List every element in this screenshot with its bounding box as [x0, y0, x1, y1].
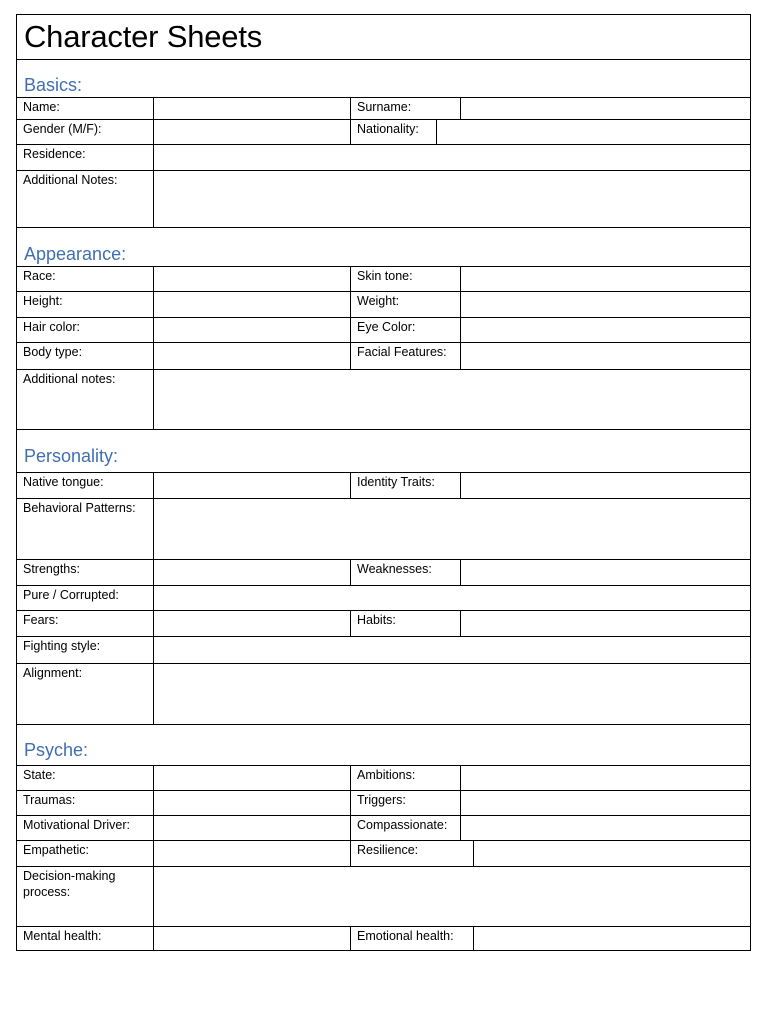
- race-field[interactable]: [154, 267, 349, 290]
- decision-making-process-field[interactable]: [154, 867, 751, 925]
- resilience-field[interactable]: [474, 841, 751, 865]
- basics-additional-notes-field[interactable]: [154, 171, 751, 226]
- motivational-driver-field[interactable]: [154, 816, 349, 839]
- alignment-label: Alignment:: [23, 666, 83, 680]
- section-heading-psyche: Psyche:: [24, 740, 89, 760]
- cell-divider: [350, 119, 351, 144]
- cell-divider: [350, 266, 351, 291]
- cell-divider: [350, 926, 351, 951]
- fighting-style-label: Fighting style:: [23, 639, 101, 653]
- gender-label: Gender (M/F):: [23, 122, 102, 136]
- cell-divider: [350, 790, 351, 815]
- empathetic-label: Empathetic:: [23, 843, 90, 857]
- race-label: Race:: [23, 269, 56, 283]
- pure-corrupted-field[interactable]: [154, 586, 751, 609]
- fighting-style-field[interactable]: [154, 637, 751, 662]
- resilience-label: Resilience:: [357, 843, 419, 857]
- native-tongue-label: Native tongue:: [23, 475, 104, 489]
- identity-traits-field[interactable]: [461, 473, 751, 497]
- table-line: [17, 429, 750, 430]
- decision-making-process-label: Decision-making process:: [23, 869, 116, 899]
- eye-color-label: Eye Color:: [357, 320, 416, 334]
- eye-color-field[interactable]: [461, 318, 751, 341]
- facial-features-field[interactable]: [461, 343, 751, 368]
- weight-label: Weight:: [357, 294, 400, 308]
- weight-field[interactable]: [461, 292, 751, 316]
- table-line: [17, 227, 750, 228]
- empathetic-field[interactable]: [154, 841, 349, 865]
- cell-divider: [350, 765, 351, 790]
- skin-tone-label: Skin tone:: [357, 269, 413, 283]
- nationality-label: Nationality:: [357, 122, 419, 136]
- emotional-health-field[interactable]: [474, 927, 751, 950]
- triggers-field[interactable]: [461, 791, 751, 814]
- appearance-additional-notes-field[interactable]: [154, 370, 751, 428]
- weaknesses-field[interactable]: [461, 560, 751, 584]
- height-field[interactable]: [154, 292, 349, 316]
- behavioral-patterns-label: Behavioral Patterns:: [23, 501, 136, 515]
- gender-field[interactable]: [154, 120, 349, 143]
- fears-field[interactable]: [154, 611, 349, 635]
- title-divider: [17, 59, 750, 60]
- compassionate-label: Compassionate:: [357, 818, 448, 832]
- table-line: [17, 724, 750, 725]
- height-label: Height:: [23, 294, 63, 308]
- native-tongue-field[interactable]: [154, 473, 349, 497]
- mental-health-label: Mental health:: [23, 929, 102, 943]
- surname-field[interactable]: [461, 98, 751, 118]
- triggers-label: Triggers:: [357, 793, 406, 807]
- state-field[interactable]: [154, 766, 349, 789]
- weaknesses-label: Weaknesses:: [357, 562, 432, 576]
- page-title: Character Sheets: [24, 19, 263, 54]
- facial-features-label: Facial Features:: [357, 345, 447, 359]
- body-type-field[interactable]: [154, 343, 349, 368]
- name-label: Name:: [23, 100, 60, 114]
- compassionate-field[interactable]: [461, 816, 751, 839]
- strengths-field[interactable]: [154, 560, 349, 584]
- character-sheet: [16, 14, 751, 951]
- section-heading-basics: Basics:: [24, 75, 83, 95]
- name-field[interactable]: [154, 98, 349, 118]
- mental-health-field[interactable]: [154, 927, 349, 950]
- hair-color-field[interactable]: [154, 318, 349, 341]
- cell-divider: [350, 559, 351, 585]
- state-label: State:: [23, 768, 56, 782]
- strengths-label: Strengths:: [23, 562, 80, 576]
- cell-divider: [350, 815, 351, 840]
- section-heading-appearance: Appearance:: [24, 244, 127, 264]
- traumas-field[interactable]: [154, 791, 349, 814]
- appearance-additional-notes-label: Additional notes:: [23, 372, 116, 386]
- pure-corrupted-label: Pure / Corrupted:: [23, 588, 119, 602]
- residence-field[interactable]: [154, 145, 751, 169]
- body-type-label: Body type:: [23, 345, 83, 359]
- identity-traits-label: Identity Traits:: [357, 475, 435, 489]
- behavioral-patterns-field[interactable]: [154, 499, 751, 558]
- habits-label: Habits:: [357, 613, 396, 627]
- ambitions-label: Ambitions:: [357, 768, 416, 782]
- cell-divider: [350, 97, 351, 119]
- cell-divider: [350, 610, 351, 636]
- motivational-driver-label: Motivational Driver:: [23, 818, 130, 832]
- basics-additional-notes-label: Additional Notes:: [23, 173, 118, 187]
- alignment-field[interactable]: [154, 664, 751, 723]
- cell-divider: [350, 317, 351, 342]
- cell-divider: [350, 472, 351, 498]
- traumas-label: Traumas:: [23, 793, 76, 807]
- cell-divider: [350, 840, 351, 866]
- skin-tone-field[interactable]: [461, 267, 751, 290]
- section-heading-personality: Personality:: [24, 446, 119, 466]
- nationality-field[interactable]: [437, 120, 751, 143]
- emotional-health-label: Emotional health:: [357, 929, 454, 943]
- cell-divider: [350, 291, 351, 317]
- ambitions-field[interactable]: [461, 766, 751, 789]
- habits-field[interactable]: [461, 611, 751, 635]
- fears-label: Fears:: [23, 613, 59, 627]
- hair-color-label: Hair color:: [23, 320, 80, 334]
- residence-label: Residence:: [23, 147, 86, 161]
- surname-label: Surname:: [357, 100, 412, 114]
- cell-divider: [350, 342, 351, 369]
